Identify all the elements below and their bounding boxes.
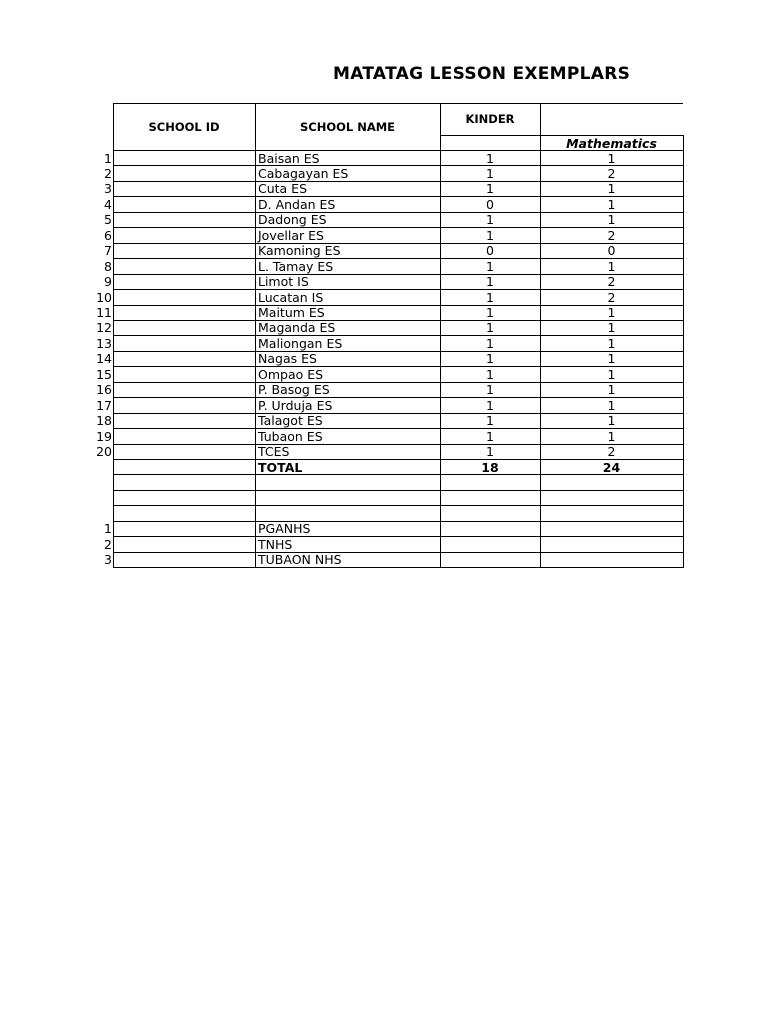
school-name-cell: Limot IS — [258, 274, 309, 290]
kinder-count-cell: 1 — [486, 382, 494, 398]
school-name-cell: Lucatan IS — [258, 289, 324, 305]
school-id-cell — [115, 398, 253, 413]
kinder-count-cell: 0 — [486, 196, 494, 212]
column-border-right — [683, 135, 684, 568]
kinder-count-cell: 1 — [486, 289, 494, 305]
row-number: 1 — [104, 521, 112, 537]
school-name-cell: Tubaon ES — [258, 428, 323, 444]
mathematics-count-cell: 2 — [607, 165, 616, 181]
school-name-cell: Cabagayan ES — [258, 165, 349, 181]
mathematics-count-cell — [540, 521, 683, 536]
mathematics-count-cell: 2 — [607, 289, 616, 305]
column-border-id-name — [255, 103, 256, 568]
mathematics-count-cell: 1 — [607, 382, 616, 398]
school-id-cell — [115, 166, 253, 181]
school-id-cell — [115, 367, 253, 382]
school-name-cell: Maganda ES — [258, 320, 336, 336]
kinder-count-cell: 1 — [486, 165, 494, 181]
row-number: 3 — [104, 552, 112, 568]
school-id-cell — [115, 537, 253, 552]
kinder-count-cell: 0 — [486, 243, 494, 259]
kinder-count-cell: 1 — [486, 258, 494, 274]
school-id-cell — [115, 382, 253, 397]
kinder-header: KINDER — [465, 112, 515, 126]
row-number: 8 — [104, 258, 112, 274]
school-name-cell: Jovellar ES — [258, 227, 324, 243]
row-number: 17 — [96, 397, 112, 413]
row-number: 9 — [104, 274, 112, 290]
school-name-cell: Talagot ES — [258, 413, 323, 429]
mathematics-count-cell: 1 — [607, 305, 616, 320]
kinder-count-cell: 1 — [486, 335, 494, 351]
kinder-count-cell — [440, 521, 540, 536]
school-name-cell: P. Basog ES — [258, 382, 330, 398]
school-id-cell — [115, 274, 253, 289]
school-id-header: SCHOOL ID — [148, 120, 220, 134]
row-border — [113, 490, 683, 491]
school-id-cell — [115, 151, 253, 166]
row-border — [113, 505, 683, 506]
school-name-cell: P. Urduja ES — [258, 397, 333, 413]
kinder-count-cell: 1 — [486, 227, 494, 243]
school-name-cell: TCES — [258, 444, 290, 460]
row-number: 11 — [96, 305, 112, 320]
kinder-count-cell: 1 — [486, 212, 494, 228]
row-number: 10 — [96, 289, 112, 305]
mathematics-count-cell: 1 — [607, 212, 616, 228]
kinder-count-cell: 1 — [486, 274, 494, 290]
mathematics-count-cell: 1 — [607, 258, 616, 274]
row-border — [113, 567, 683, 568]
kinder-count-cell: 1 — [486, 305, 494, 320]
school-name-cell: Nagas ES — [258, 351, 317, 367]
mathematics-count-cell — [540, 537, 683, 552]
school-id-cell — [115, 351, 253, 366]
row-number: 4 — [104, 196, 112, 212]
mathematics-count-cell: 1 — [607, 397, 616, 413]
row-number: 2 — [104, 536, 112, 552]
mathematics-count-cell — [540, 552, 683, 567]
row-number: 14 — [96, 351, 112, 367]
school-id-cell — [115, 212, 253, 227]
row-number: 1 — [104, 150, 112, 166]
school-name-cell: Kamoning ES — [258, 243, 341, 259]
school-id-cell — [115, 429, 253, 444]
school-name-cell: D. Andan ES — [258, 196, 336, 212]
total-label: TOTAL — [258, 459, 303, 475]
school-name-cell: L. Tamay ES — [258, 258, 334, 274]
mathematics-count-cell: 1 — [607, 181, 616, 197]
kinder-count-cell — [440, 537, 540, 552]
school-id-cell — [115, 552, 253, 567]
column-border-left — [113, 103, 114, 568]
mathematics-count-cell: 1 — [607, 335, 616, 351]
school-id-cell — [115, 320, 253, 335]
kinder-count-cell: 1 — [486, 351, 494, 367]
kinder-count-cell: 1 — [486, 320, 494, 336]
school-id-cell — [115, 228, 253, 243]
row-border — [113, 474, 683, 475]
row-number: 18 — [96, 413, 112, 429]
school-id-cell — [115, 259, 253, 274]
school-id-cell — [115, 413, 253, 428]
row-number: 6 — [104, 227, 112, 243]
kinder-total: 18 — [481, 459, 499, 475]
mathematics-count-cell: 1 — [607, 366, 616, 382]
row-number: 13 — [96, 335, 112, 351]
school-name-cell: Cuta ES — [258, 181, 308, 197]
kinder-count-cell: 1 — [486, 428, 494, 444]
mathematics-count-cell: 2 — [607, 274, 616, 290]
mathematics-count-cell: 1 — [607, 196, 616, 212]
school-name-cell: PGANHS — [258, 521, 311, 537]
school-name-cell: TNHS — [258, 536, 293, 552]
row-number: 19 — [96, 428, 112, 444]
kinder-count-cell: 1 — [486, 150, 494, 166]
mathematics-count-cell: 2 — [607, 227, 616, 243]
column-border-name-kinder — [440, 103, 441, 568]
school-name-cell: Ompao ES — [258, 366, 324, 382]
school-name-cell: TUBAON NHS — [258, 552, 342, 568]
school-id-cell — [115, 521, 253, 536]
school-name-cell: Dadong ES — [258, 212, 327, 228]
row-number: 20 — [96, 444, 112, 460]
mathematics-count-cell: 0 — [607, 243, 616, 259]
row-number: 3 — [104, 181, 112, 197]
school-name-cell: Baisan ES — [258, 150, 320, 166]
row-number: 2 — [104, 165, 112, 181]
school-id-cell — [115, 243, 253, 258]
document-title: MATATAG LESSON EXEMPLARS — [333, 64, 631, 84]
mathematics-count-cell: 2 — [607, 444, 616, 460]
school-name-header: SCHOOL NAME — [299, 120, 396, 134]
school-id-cell — [115, 305, 253, 320]
row-number: 15 — [96, 366, 112, 382]
school-name-cell: Maliongan ES — [258, 335, 343, 351]
mathematics-count-cell: 1 — [607, 320, 616, 336]
school-id-cell — [115, 181, 253, 196]
kinder-count-cell: 1 — [486, 397, 494, 413]
mathematics-count-cell: 1 — [607, 413, 616, 429]
mathematics-count-cell: 1 — [607, 428, 616, 444]
mathematics-count-cell: 1 — [607, 150, 616, 166]
row-number: 12 — [96, 320, 112, 336]
column-border-kinder-math — [540, 103, 541, 568]
school-id-cell — [115, 444, 253, 459]
row-number: 16 — [96, 382, 112, 398]
kinder-count-cell: 1 — [486, 366, 494, 382]
school-id-cell — [115, 336, 253, 351]
mathematics-count-cell: 1 — [607, 351, 616, 367]
mathematics-header: Mathematics — [566, 135, 657, 151]
kinder-count-cell: 1 — [486, 444, 494, 460]
mathematics-total: 24 — [602, 459, 621, 475]
school-name-cell: Maitum ES — [258, 305, 325, 320]
school-id-cell — [115, 290, 253, 305]
header-top-border — [113, 103, 683, 104]
school-id-cell — [115, 197, 253, 212]
row-number: 7 — [104, 243, 112, 259]
row-number: 5 — [104, 212, 112, 228]
kinder-count-cell: 1 — [486, 413, 494, 429]
kinder-count-cell: 1 — [486, 181, 494, 197]
kinder-count-cell — [440, 552, 540, 567]
